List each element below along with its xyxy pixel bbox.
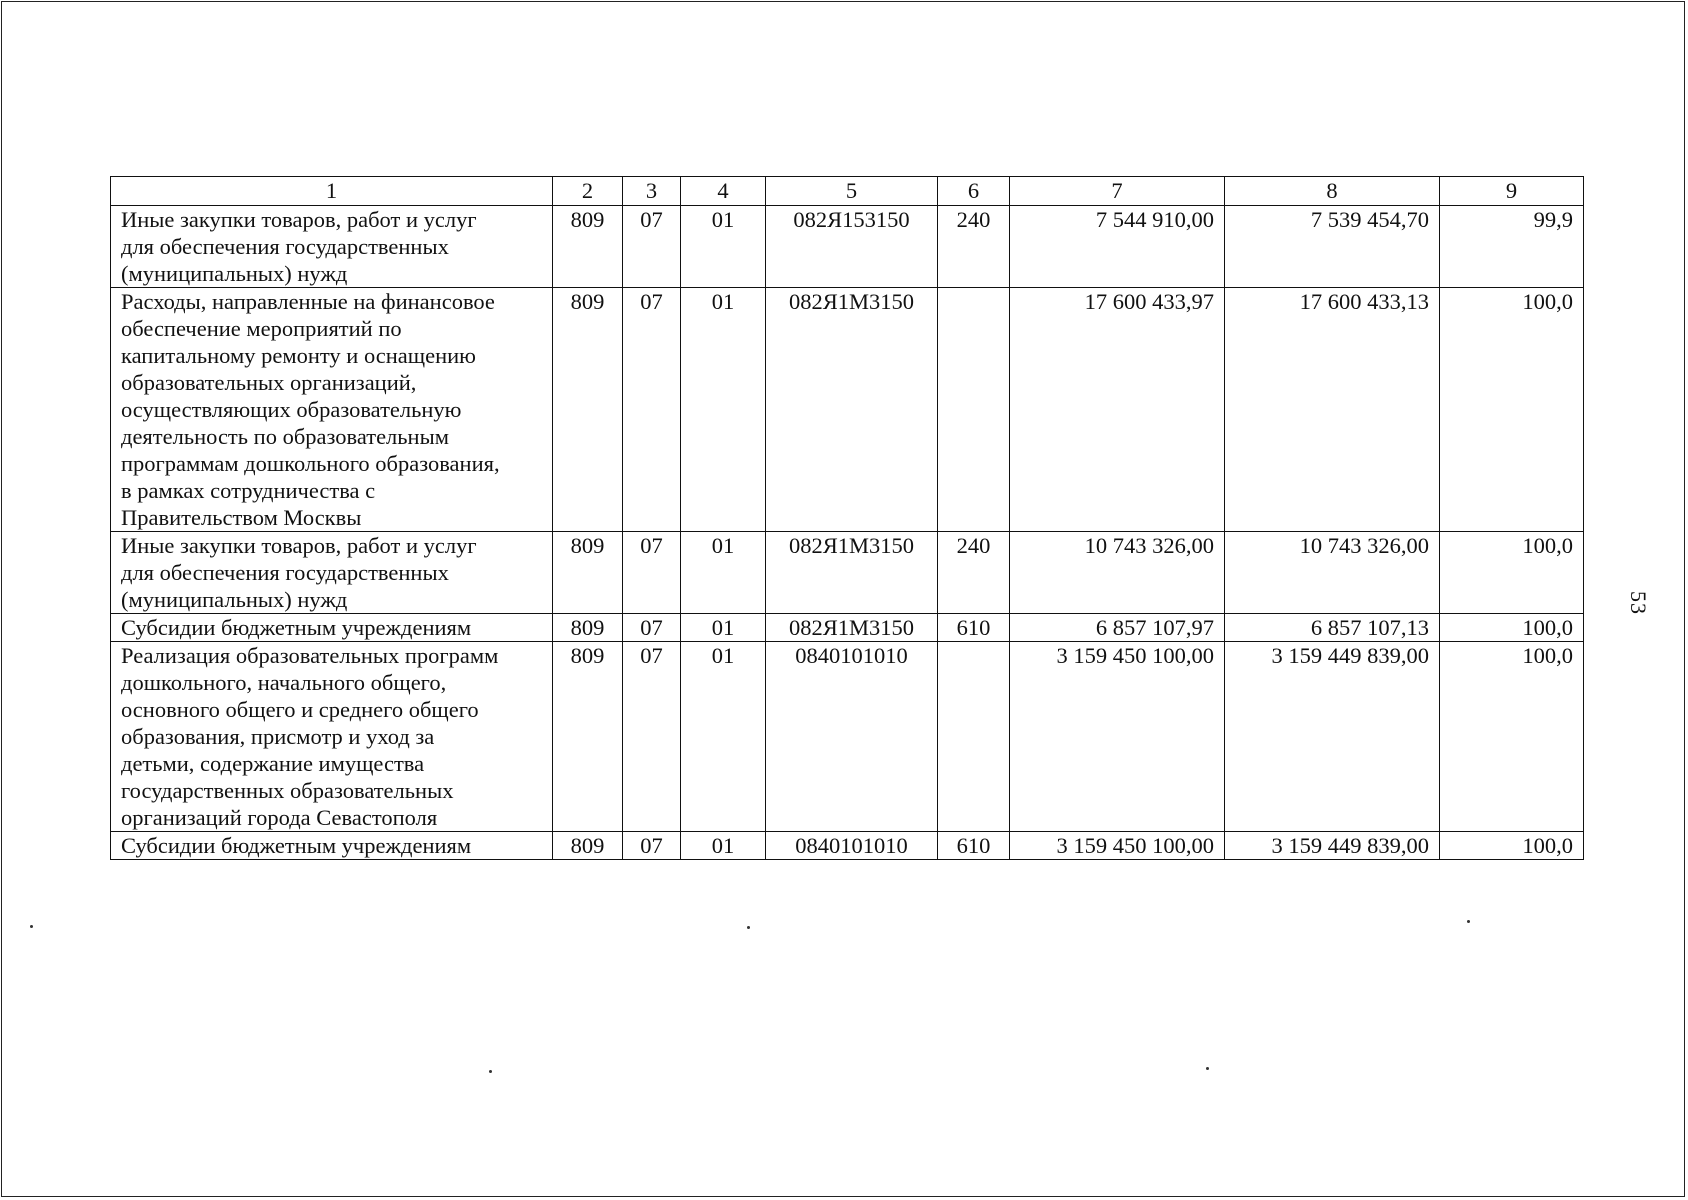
subsection-code-cell: 01 bbox=[681, 642, 766, 832]
table-row bbox=[111, 832, 1584, 860]
execution-percent-cell: 100,0 bbox=[1440, 642, 1584, 832]
expense-name-cell: Субсидии бюджетным учреждениям bbox=[111, 832, 553, 860]
executed-amount-cell: 17 600 433,13 bbox=[1225, 288, 1440, 532]
subsection-code-cell: 01 bbox=[681, 832, 766, 860]
executed-amount-cell: 10 743 326,00 bbox=[1225, 532, 1440, 614]
column-header-7: 7 bbox=[1010, 177, 1225, 206]
table-header-row bbox=[111, 177, 1584, 206]
section-code-cell: 07 bbox=[623, 206, 681, 288]
approved-amount-cell: 17 600 433,97 bbox=[1010, 288, 1225, 532]
page-number: 53 bbox=[1626, 591, 1651, 615]
execution-percent-cell: 100,0 bbox=[1440, 614, 1584, 642]
section-code-cell: 07 bbox=[623, 642, 681, 832]
column-header-5: 5 bbox=[766, 177, 938, 206]
ministry-code-cell: 809 bbox=[553, 832, 623, 860]
execution-percent-cell: 100,0 bbox=[1440, 532, 1584, 614]
expense-type-cell: 610 bbox=[938, 832, 1010, 860]
expense-name-cell: Иные закупки товаров, работ и услуг для обеспечения государственных (муниципальных) нужд bbox=[111, 206, 553, 288]
table-row bbox=[111, 206, 1584, 288]
column-header-6: 6 bbox=[938, 177, 1010, 206]
expense-name-cell: Субсидии бюджетным учреждениям bbox=[111, 614, 553, 642]
column-header-9: 9 bbox=[1440, 177, 1584, 206]
expense-name-cell: Реализация образовательных программ дошкольного, начального общего, основного общего и среднего общего образования, присмотр и уход за детьми, содержание имущества государственных образовательных организаций города Севастополя bbox=[111, 642, 553, 832]
executed-amount-cell: 3 159 449 839,00 bbox=[1225, 832, 1440, 860]
scan-speck bbox=[747, 926, 750, 929]
executed-amount-cell: 3 159 449 839,00 bbox=[1225, 642, 1440, 832]
expense-type-cell bbox=[938, 642, 1010, 832]
section-code-cell: 07 bbox=[623, 614, 681, 642]
scan-speck bbox=[1467, 920, 1470, 923]
section-code-cell: 07 bbox=[623, 288, 681, 532]
execution-percent-cell: 99,9 bbox=[1440, 206, 1584, 288]
subsection-code-cell: 01 bbox=[681, 288, 766, 532]
execution-percent-cell: 100,0 bbox=[1440, 288, 1584, 532]
target-article-cell: 082Я153150 bbox=[766, 206, 938, 288]
approved-amount-cell: 7 544 910,00 bbox=[1010, 206, 1225, 288]
ministry-code-cell: 809 bbox=[553, 288, 623, 532]
approved-amount-cell: 6 857 107,97 bbox=[1010, 614, 1225, 642]
budget-execution-table bbox=[110, 176, 1584, 860]
section-code-cell: 07 bbox=[623, 532, 681, 614]
target-article-cell: 082Я1М3150 bbox=[766, 288, 938, 532]
subsection-code-cell: 01 bbox=[681, 614, 766, 642]
expense-type-cell: 240 bbox=[938, 206, 1010, 288]
column-header-3: 3 bbox=[623, 177, 681, 206]
approved-amount-cell: 3 159 450 100,00 bbox=[1010, 642, 1225, 832]
table-row bbox=[111, 532, 1584, 614]
execution-percent-cell: 100,0 bbox=[1440, 832, 1584, 860]
ministry-code-cell: 809 bbox=[553, 532, 623, 614]
target-article-cell: 0840101010 bbox=[766, 642, 938, 832]
scan-speck bbox=[1206, 1067, 1209, 1070]
table-row bbox=[111, 614, 1584, 642]
expense-type-cell bbox=[938, 288, 1010, 532]
target-article-cell: 0840101010 bbox=[766, 832, 938, 860]
table-row bbox=[111, 642, 1584, 832]
target-article-cell: 082Я1М3150 bbox=[766, 614, 938, 642]
subsection-code-cell: 01 bbox=[681, 206, 766, 288]
column-header-4: 4 bbox=[681, 177, 766, 206]
executed-amount-cell: 7 539 454,70 bbox=[1225, 206, 1440, 288]
subsection-code-cell: 01 bbox=[681, 532, 766, 614]
approved-amount-cell: 10 743 326,00 bbox=[1010, 532, 1225, 614]
expense-type-cell: 610 bbox=[938, 614, 1010, 642]
approved-amount-cell: 3 159 450 100,00 bbox=[1010, 832, 1225, 860]
column-header-1: 1 bbox=[111, 177, 553, 206]
ministry-code-cell: 809 bbox=[553, 642, 623, 832]
scan-speck bbox=[489, 1070, 492, 1073]
expense-name-cell: Иные закупки товаров, работ и услуг для обеспечения государственных (муниципальных) нужд bbox=[111, 532, 553, 614]
expense-name-cell: Расходы, направленные на финансовое обеспечение мероприятий по капитальному ремонту и оснащению образовательных организаций, осуществляющих образовательную деятельность по образовательным программам дошкольного образования, в рамках сотрудничества с Правительством Москвы bbox=[111, 288, 553, 532]
executed-amount-cell: 6 857 107,13 bbox=[1225, 614, 1440, 642]
ministry-code-cell: 809 bbox=[553, 614, 623, 642]
ministry-code-cell: 809 bbox=[553, 206, 623, 288]
column-header-8: 8 bbox=[1225, 177, 1440, 206]
scan-speck bbox=[30, 925, 33, 928]
target-article-cell: 082Я1М3150 bbox=[766, 532, 938, 614]
column-header-2: 2 bbox=[553, 177, 623, 206]
section-code-cell: 07 bbox=[623, 832, 681, 860]
table-row bbox=[111, 288, 1584, 532]
expense-type-cell: 240 bbox=[938, 532, 1010, 614]
